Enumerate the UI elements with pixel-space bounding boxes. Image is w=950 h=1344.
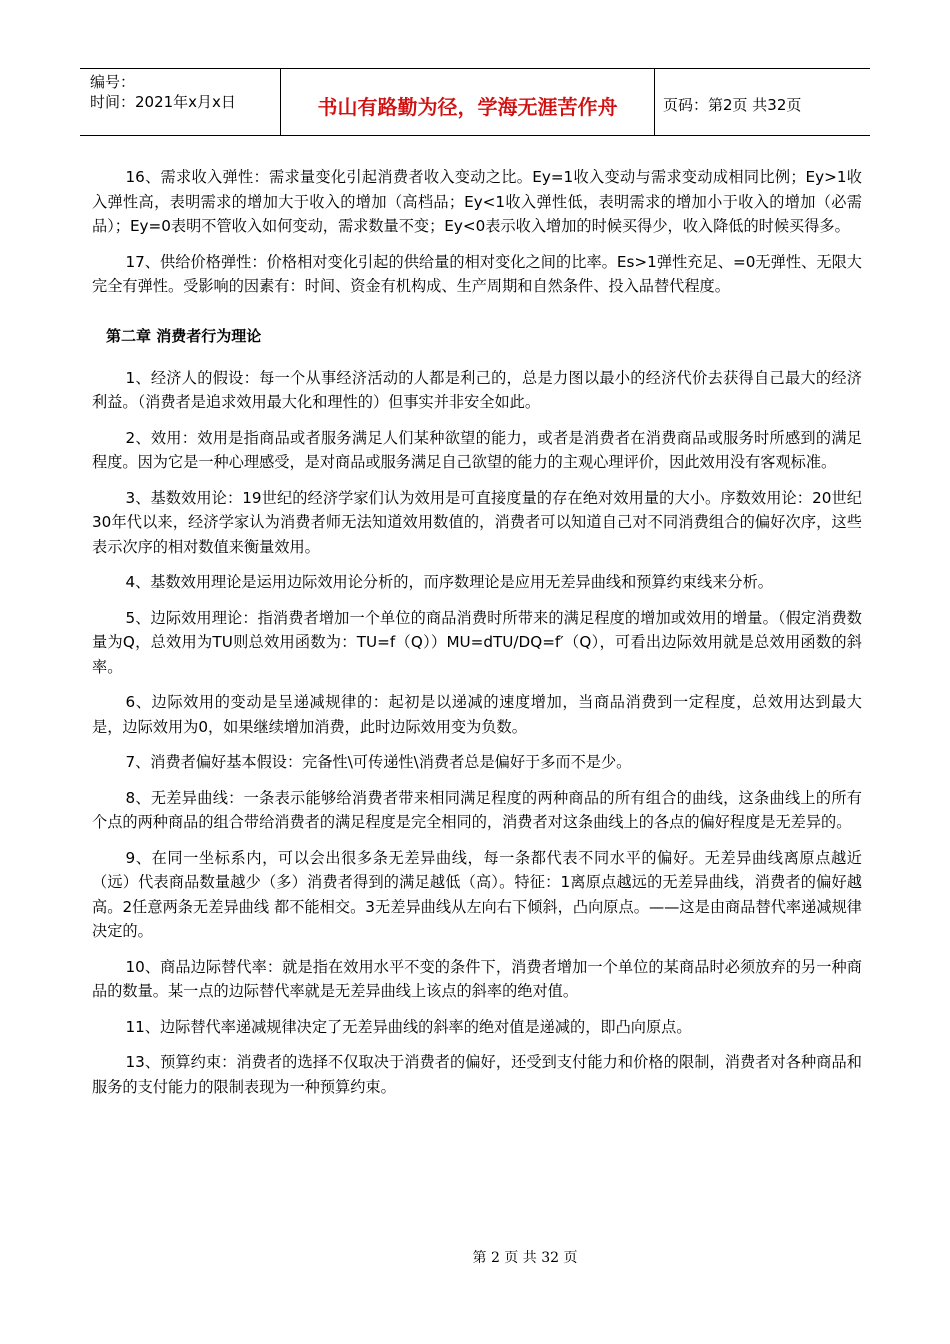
document-body [92,165,862,1110]
paragraph-13: 13、预算约束：消费者的选择不仅取决于消费者的偏好，还受到支付能力和价格的限制，消费者对各种商品和服务的支付能力的限制表现为一种预算约束。 [92,1053,862,1096]
header-meta [80,69,281,135]
paragraph-11: 11、边际替代率递减规律决定了无差异曲线的斜率的绝对值是递减的，即凸向原点。 [125,1017,692,1036]
header-motto: 书山有路勤为径，学海无涯苦作舟 [281,69,655,135]
paragraph-5: 5、边际效用理论：指消费者增加一个单位的商品消费时所带来的满足程度的增加或效用的增量。（假定消费数量为Q，总效用为TU则总效用函数为：TU=f（Q））MU=dTU/DQ=f′（Q），可看出边际效用就是总效用函数的斜率。 [92,608,862,676]
header-page-number: 页码：第2页 共32页 [663,95,802,114]
page-footer: 第 2 页 共 32 页 [472,1250,578,1266]
paragraph-16: 16、需求收入弹性：需求量变化引起消费者收入变动之比。Ey=1收入变动与需求变动成相同比例；Ey>1收入弹性高，表明需求的增加大于收入的增加（高档品；Ey<1收入弹性低，表明需求的增加小于收入的增加（必需品）；Ey=0表明不管收入如何变动，需求数量不变；Ey<0表示收入增加的时候买得少，收入降低的时候买得多。 [92,168,862,235]
paragraph-4: 4、基数效用理论是运用边际效用论分析的，而序数理论是应用无差异曲线和预算约束线来分析。 [125,573,773,591]
paragraph-10: 10、商品边际替代率：就是指在效用水平不变的条件下，消费者增加一个单位的某商品时必须放弃的另一种商品的数量。某一点的边际替代率就是无差异曲线上该点的斜率的绝对值。 [92,957,862,1000]
document-time-label: 时间：2021年x月x日 [90,93,236,111]
paragraph-2: 2、效用：效用是指商品或者服务满足人们某种欲望的能力，或者是消费者在消费商品或服务时所感到的满足程度。因为它是一种心理感受，是对商品或服务满足自己欲望的能力的主观心理评价，因此效用没有客观标准。 [92,428,862,471]
paragraph-9: 9、在同一坐标系内，可以会出很多条无差异曲线，每一条都代表不同水平的偏好。无差异曲线离原点越近（远）代表商品数量越少（多）消费者得到的满足越低（高）。特征：1离原点越远的无差异曲线，消费者的偏好越高。2任意两条无差异曲线 都不能相交。3无差异曲线从左向右下倾斜，凸向原点。——这是由商品替代率递减规律决定的。 [92,848,862,940]
page-header [80,68,870,136]
paragraph-6: 6、边际效用的变动是呈递减规律的：起初是以递减的速度增加，当商品消费到一定程度，总效用达到最大是，边际效用为0，如果继续增加消费，此时边际效用变为负数。 [92,693,862,736]
paragraph-17: 17、供给价格弹性：价格相对变化引起的供给量的相对变化之间的比率。Es>1弹性充足、=0无弹性、无限大完全有弹性。受影响的因素有：时间、资金有机构成、生产周期和自然条件、投入品替代程度。 [92,252,862,295]
paragraph-1: 1、经济人的假设：每一个从事经济活动的人都是利己的，总是力图以最小的经济代价去获得自己最大的经济利益。（消费者是追求效用最大化和理性的）但事实并非安全如此。 [92,368,862,411]
document-number-label: 编号： [90,73,136,91]
paragraph-7: 7、消费者偏好基本假设：完备性\可传递性\消费者总是偏好于多而不是少。 [125,753,632,771]
chapter-heading: 第二章 消费者行为理论 [106,326,262,345]
paragraph-8: 8、无差异曲线：一条表示能够给消费者带来相同满足程度的两种商品的所有组合的曲线，这条曲线上的所有个点的两种商品的组合带给消费者的满足程度是完全相同的，消费者对这条曲线上的各点的偏好程度是无差异的。 [92,788,862,831]
paragraph-3: 3、基数效用论：19世纪的经济学家们认为效用是可直接度量的存在绝对效用量的大小。序数效用论：20世纪30年代以来，经济学家认为消费者师无法知道效用数值的，消费者可以知道自己对不同消费组合的偏好次序，这些表示次序的相对数值来衡量效用。 [92,488,862,556]
